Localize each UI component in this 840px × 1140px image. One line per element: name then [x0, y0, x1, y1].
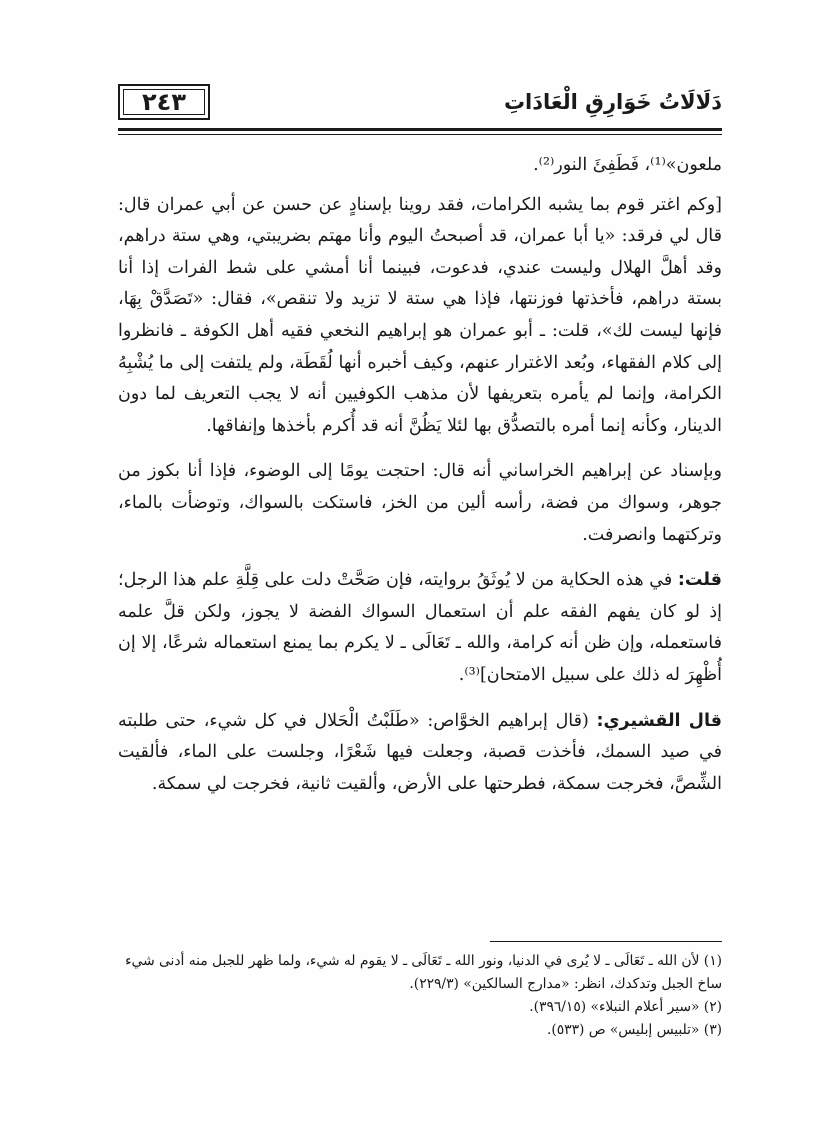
paragraph-2: [وكم اغتر قوم بما يشبه الكرامات، فقد روينا بإسنادٍ عن حسن عن أبي عمران قال: قال لي فرقد: «يا أبا عمران، قد أصبحتُ اليوم وأنا مهتم بضريبتي، وهي ستة دراهم، وقد أهلَّ الهلال وليست عندي، فدعوت، فبينما أنا أمشي على شط الفرات إذا أنا بستة دراهم، فأخذتها فوزنتها، فإذا هي ستة لا تزيد ولا تنقص»، فقال: «تَصَدَّقْ بِهَا، فإنها ليست لك»، قلت: ـ أبو عمران هو إبراهيم النخعي فقيه أهل الكوفة ـ فانظروا إلى كلام الفقهاء، وبُعد الاغترار عنهم، وكيف أخبره أنها لُقَطَة، ولم يلتفت إلى ما يُشْبِهُ الكرامة، وإنما لم يأمره بتعريفها لأن مذهب الكوفيين أنه لا يجب التعريف لما دون الدينار، وكأنه إنما أمره بالتصدُّق بها لئلا يَظُنَّ أنه قد أُكرم بأخذها وإنفاقها. [118, 194, 722, 436]
footnote-1-continuation: ساخ الجبل وتدكدك، انظر: «مدارج السالكين» (٢٢٩/٣). [409, 976, 722, 992]
footnote-2: (٢) «سير أعلام النبلاء» (٣٩٦/١٥). [529, 999, 722, 1015]
paragraph-4-lead: قلت: [677, 570, 722, 591]
page-header [118, 82, 722, 126]
footnote-3: (٣) «تلبيس إبليس» ص (٥٣٣). [546, 1022, 722, 1038]
footnote-separator [490, 941, 722, 942]
paragraph-5 [118, 706, 722, 801]
footnotes [118, 950, 722, 1042]
header-rule-thick [118, 128, 722, 131]
page-number: ٢٤٣ [118, 84, 210, 120]
paragraph-5-text: (قال إبراهيم الخوَّاص: «طَلَبْتُ الْحَلال في كل شيء، حتى طلبته في صيد السمك، فأخذت قصبة، وجعلت فيها شَعْرًا، وجلست على الماء، فألقيت الشِّصَّ، فخرجت سمكة، فطرحتها على الأرض، وألقيت ثانية، فخرجت لي سمكة. [118, 710, 722, 794]
paragraph-3: وبإسناد عن إبراهيم الخراساني أنه قال: احتجت يومًا إلى الوضوء، فإذا أنا بكوز من جوهر، وسواك من فضة، رأسه ألين من الخز، فاستكت بالسواك، وتوضأت بالماء، وتركتهما وانصرفت. [118, 461, 722, 545]
footnote-1: (١) لأن الله ـ تَعَالَى ـ لا يُرى في الدنيا، ونور الله ـ تَعَالَى ـ لا يقوم له شيء، ولما ظهر للجبل منه أدنى شيء [125, 953, 722, 969]
paragraph-1: ملعون»⁽¹⁾، فَطَفِئَ النور⁽²⁾. [533, 155, 722, 175]
running-title: دَلَالَاتُ خَوَارِقِ الْعَادَاتِ [503, 90, 722, 114]
paragraph-4 [118, 565, 722, 691]
header-rule-thin [118, 134, 722, 135]
paragraph-4-text: في هذه الحكاية من لا يُوثَقُ بروايته، فإن صَحَّتْ دلت على قِلَّةِ علم هذا الرجل؛ إذ لو كان يفهم الفقه علم أن استعمال السواك الفضة لا يجوز، ولكن قلَّ علمه فاستعمله، وإن ظن أنه كرامة، والله ـ تَعَالَى ـ لا يكرم بما يمنع استعماله شرعًا، إلا إن أُظْهِرَ له ذلك على سبيل الامتحان]⁽³⁾. [118, 570, 722, 685]
body-text [118, 150, 722, 800]
paragraph-5-lead: قال القشيري: [596, 710, 722, 731]
